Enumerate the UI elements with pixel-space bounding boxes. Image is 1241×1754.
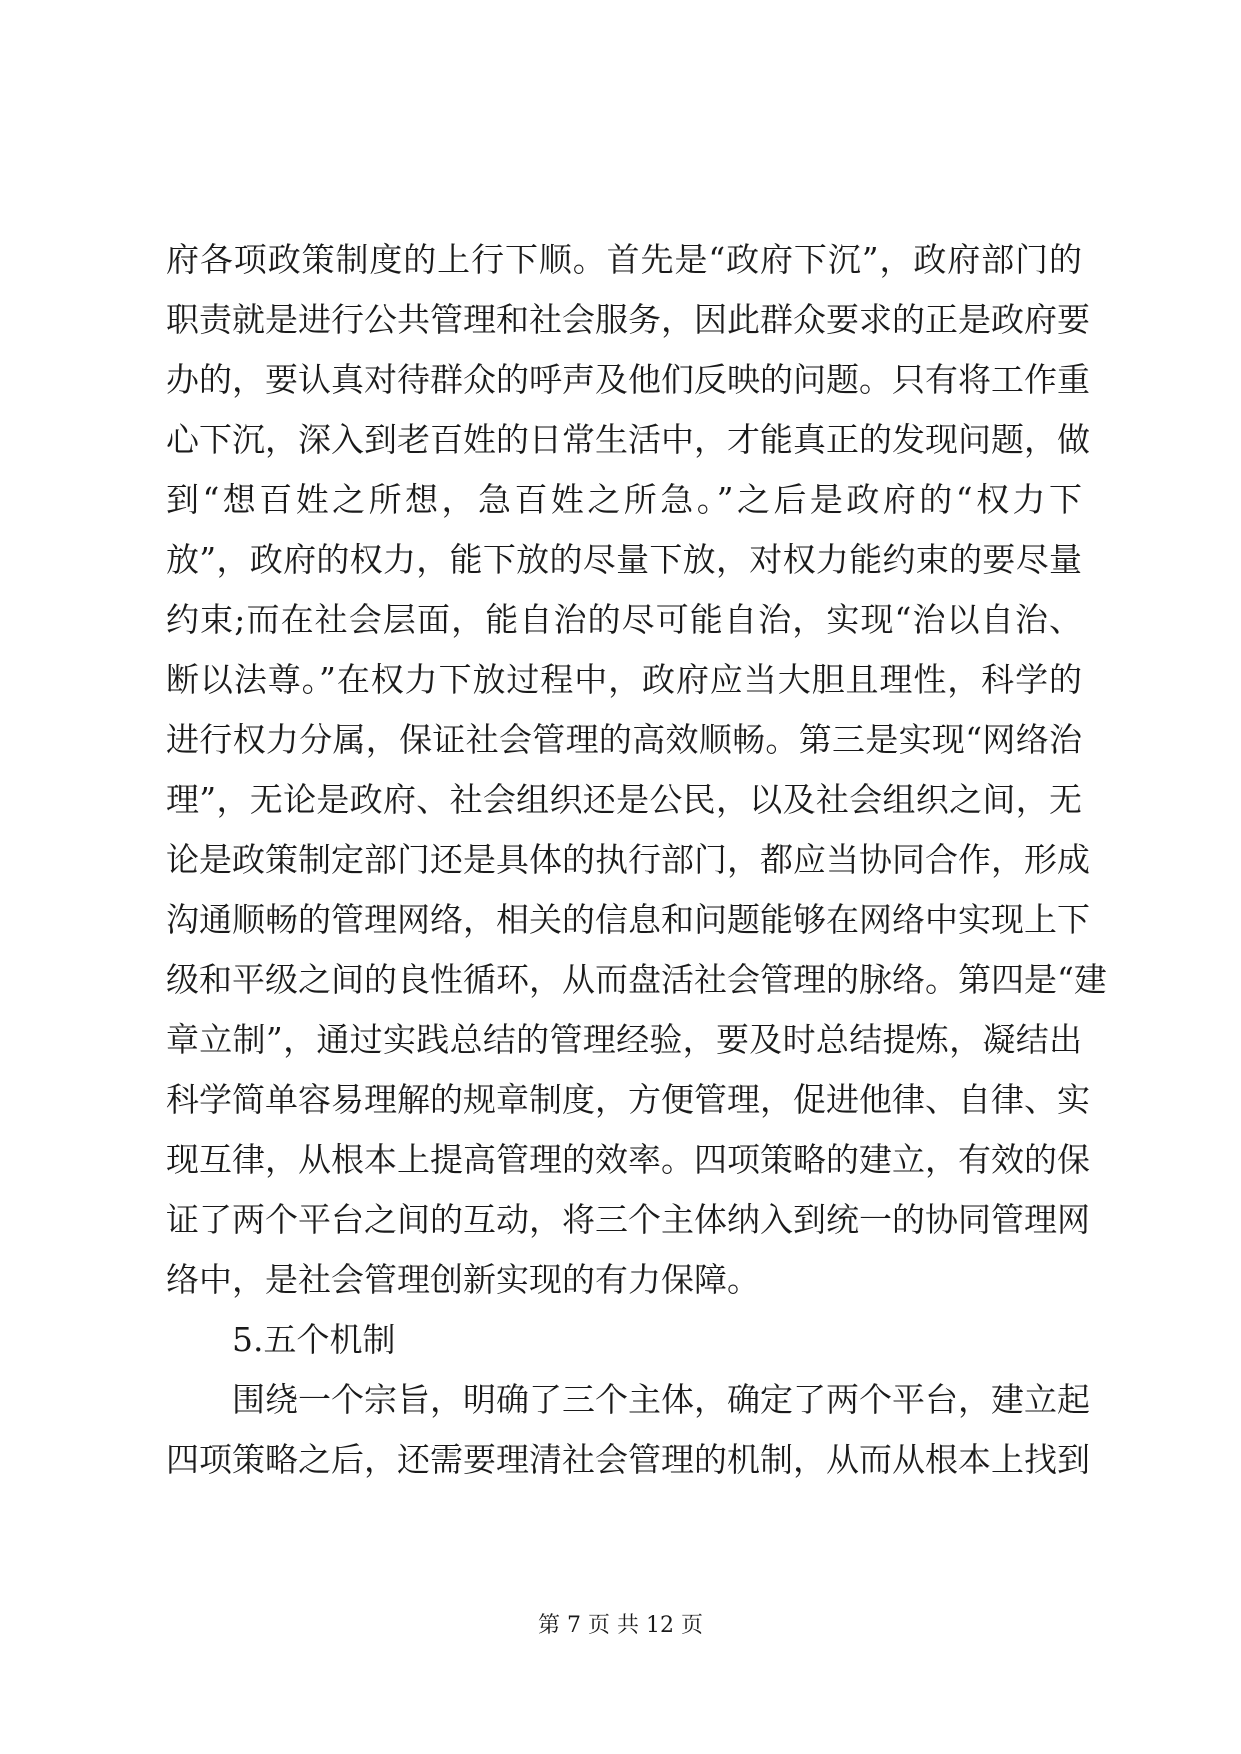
text-line: 进行权力分属，保证社会管理的高效顺畅。第三是实现“网络治 <box>166 720 1082 759</box>
page-number-footer: 第 7 页 共 12 页 <box>538 1613 703 1638</box>
text-line: 沟通顺畅的管理网络，相关的信息和问题能够在网络中实现上下 <box>166 900 1090 939</box>
text-line: 约束;而在社会层面，能自治的尽可能自治，实现“治以自治、 <box>166 600 1082 639</box>
text-line: 证了两个平台之间的互动，将三个主体纳入到统一的协同管理网 <box>166 1200 1090 1239</box>
text-line: 心下沉，深入到老百姓的日常生活中，才能真正的发现问题，做 <box>166 420 1090 459</box>
text-line: 办的，要认真对待群众的呼声及他们反映的问题。只有将工作重 <box>166 360 1090 399</box>
text-line: 络中，是社会管理创新实现的有力保障。 <box>166 1260 760 1299</box>
text-line: 府各项政策制度的上行下顺。首先是“政府下沉”，政府部门的 <box>166 240 1082 279</box>
text-line: 围绕一个宗旨，明确了三个主体，确定了两个平台，建立起 <box>232 1380 1090 1419</box>
text-line: 级和平级之间的良性循环，从而盘活社会管理的脉络。第四是“建 <box>166 960 1107 999</box>
text-line: 到“想百姓之所想，急百姓之所急。”之后是政府的“权力下 <box>166 480 1082 519</box>
section-heading: 5.五个机制 <box>232 1320 396 1359</box>
text-line: 断以法尊。”在权力下放过程中，政府应当大胆且理性，科学的 <box>166 660 1082 699</box>
paragraph <box>166 1370 1090 1490</box>
text-line: 理”，无论是政府、社会组织还是公民，以及社会组织之间，无 <box>166 780 1082 819</box>
text-line: 论是政策制定部门还是具体的执行部门，都应当协同合作，形成 <box>166 840 1090 879</box>
paragraph <box>166 230 1107 1310</box>
text-line: 科学简单容易理解的规章制度，方便管理，促进他律、自律、实 <box>166 1080 1090 1119</box>
text-line: 放”，政府的权力，能下放的尽量下放，对权力能约束的要尽量 <box>166 540 1082 579</box>
text-line: 四项策略之后，还需要理清社会管理的机制，从而从根本上找到 <box>166 1440 1090 1479</box>
body-text <box>166 230 1107 1490</box>
text-line: 职责就是进行公共管理和社会服务，因此群众要求的正是政府要 <box>166 300 1090 339</box>
text-line: 现互律，从根本上提高管理的效率。四项策略的建立，有效的保 <box>166 1140 1090 1179</box>
text-line: 章立制”，通过实践总结的管理经验，要及时总结提炼，凝结出 <box>166 1020 1082 1059</box>
